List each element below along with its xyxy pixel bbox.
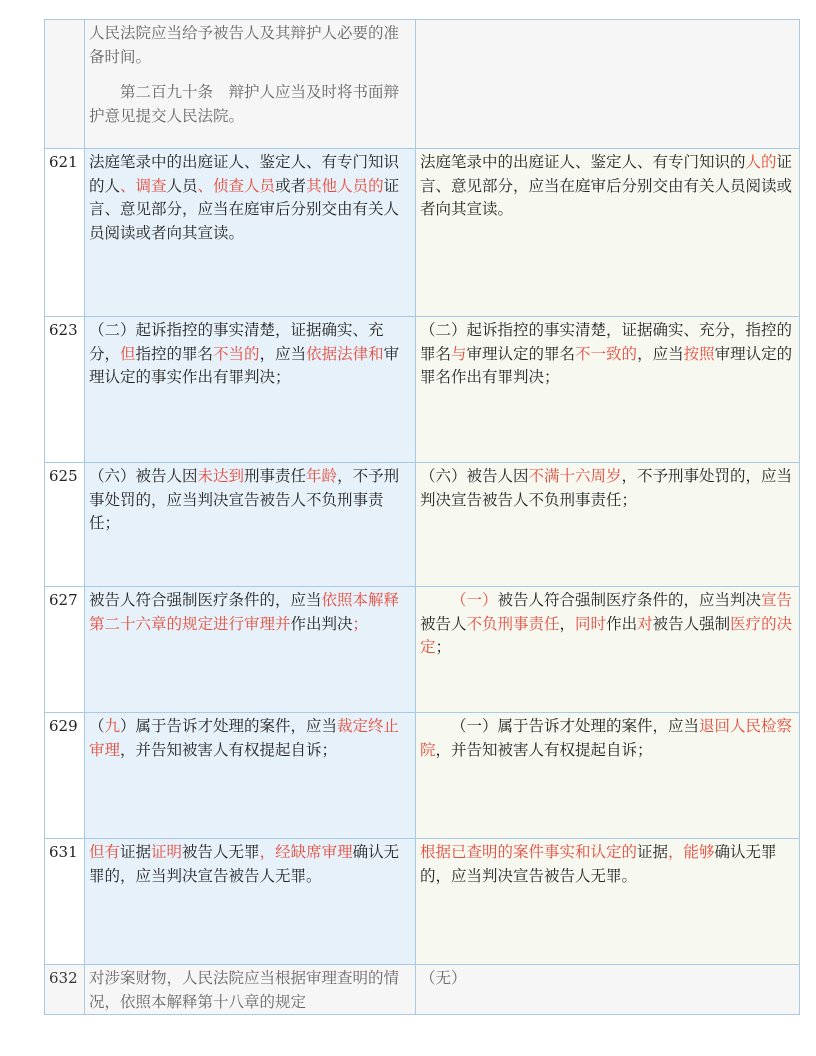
highlighted-text: ，能够 (668, 843, 715, 861)
text-segment: 审理认定的罪名 (466, 344, 576, 363)
row-number: 632 (45, 965, 85, 1015)
highlighted-text: 其他人员的 (306, 176, 384, 195)
text-segment: 证据 (120, 843, 152, 861)
highlighted-text: （一） (451, 591, 498, 609)
text-segment: 确认无罪的，应当判决宣告被告人无罪。 (89, 843, 400, 885)
row-number: 629 (45, 713, 85, 839)
highlighted-text: ； (352, 614, 369, 633)
highlighted-text: 依据法律和 (306, 344, 384, 363)
old-provision-cell (85, 965, 416, 1015)
text-segment: 刑事责任 (244, 467, 307, 485)
text-segment: 被告人 (420, 614, 467, 633)
text-segment: （二）起诉指控的事实清楚，证据确实、充分，指控的罪名 (420, 321, 793, 363)
new-provision-cell (416, 317, 800, 463)
row-number: 623 (45, 317, 85, 463)
new-provision-cell (416, 149, 800, 317)
highlighted-text: 未达到 (197, 467, 245, 485)
text-segment: 被告人符合强制医疗条件的，应当判决 (497, 591, 762, 609)
text-segment: 法庭笔录中的出庭证人、鉴定人、有专门知识的人 (89, 153, 400, 195)
row-number (45, 20, 85, 149)
text-segment: 被告人强制 (652, 614, 731, 633)
highlighted-text: 不当的 (213, 344, 260, 363)
text-segment: 指控的罪名 (135, 344, 214, 363)
highlighted-text: 人的 (745, 153, 777, 171)
text-segment: （一）属于告诉才处理的案件，应当 (451, 717, 700, 735)
table-row (45, 965, 800, 1015)
highlighted-text: 裁定终止审理 (89, 717, 400, 759)
text-segment: （二）起诉指控的事实清楚，证据确实、充分， (89, 321, 384, 363)
paragraph-gap (89, 69, 412, 81)
text-segment: ； (435, 638, 452, 656)
highlighted-text: 不满十六周岁 (528, 467, 622, 485)
new-provision-cell (416, 965, 800, 1015)
old-provision-cell (85, 317, 416, 463)
text-segment: 被告人符合强制医疗条件的，应当 (89, 591, 322, 609)
text-segment: ，并告知被害人有权提起自诉； (435, 740, 653, 759)
text-segment: （六）被告人因 (89, 467, 198, 485)
text-segment: 第二百九十条 辩护人应当及时将书面辩护意见提交人民法院。 (89, 83, 400, 125)
text-segment: 或者 (275, 176, 307, 195)
highlighted-text: 年龄 (306, 467, 338, 485)
old-provision-cell (85, 587, 416, 713)
new-provision-cell (416, 20, 800, 149)
highlighted-text: 九 (104, 717, 121, 735)
text-segment: 被告人无罪 (182, 843, 260, 861)
highlighted-text: 但有 (89, 843, 121, 861)
highlighted-text: 退回人民检察院 (420, 717, 793, 759)
highlighted-text: 不一致的 (575, 344, 638, 363)
table-row (45, 463, 800, 587)
text-segment: （ (89, 717, 105, 735)
highlighted-text: 医疗的决定 (420, 614, 793, 656)
highlighted-text: 不负刑事责任 (466, 614, 560, 633)
text-segment: ，并告知被害人有权提起自诉； (120, 740, 338, 759)
text-segment: （六）被告人因 (420, 467, 529, 485)
old-provision-cell (85, 20, 416, 149)
text-segment: 审理认定的罪名作出有罪判决； (420, 344, 793, 386)
new-provision-cell (416, 463, 800, 587)
highlighted-text: 对 (637, 614, 653, 633)
text-segment: ）属于告诉才处理的案件，应当 (120, 717, 338, 735)
highlighted-text: 宣告 (761, 591, 793, 609)
text-segment: 证据 (637, 843, 669, 861)
text-segment: 人员 (166, 176, 198, 195)
text-segment: ，不予刑事处罚的，应当判决宣告被告人不负刑事责任； (420, 467, 793, 509)
text-segment: 确认无罪的，应当判决宣告被告人无罪。 (420, 843, 777, 885)
row-number: 631 (45, 839, 85, 965)
text-segment: 对涉案财物，人民法院应当根据审理查明的情况，依照本解释第十八章的规定 (89, 969, 400, 1011)
new-provision-cell (416, 839, 800, 965)
row-number: 621 (45, 149, 85, 317)
text-segment: 作出 (606, 614, 638, 633)
highlighted-text: 、调查 (120, 176, 167, 195)
highlighted-text: ，经缺席审理 (259, 843, 353, 861)
highlighted-text: 、侦查人员 (197, 176, 276, 195)
table-row (45, 713, 800, 839)
comparison-table (44, 19, 800, 1015)
text-segment: 审理认定的事实作出有罪判决； (89, 344, 400, 386)
table-row (45, 20, 800, 149)
old-provision-cell (85, 463, 416, 587)
text-segment: ，应当 (637, 344, 684, 363)
old-provision-cell (85, 839, 416, 965)
row-number: 627 (45, 587, 85, 713)
highlighted-text: 按照 (683, 344, 715, 363)
text-segment: ，应当 (259, 344, 307, 363)
table-row (45, 839, 800, 965)
table-row (45, 149, 800, 317)
highlighted-text: 与 (451, 344, 467, 363)
comparison-table-body (45, 20, 800, 1015)
table-row (45, 317, 800, 463)
text-segment: 作出判决 (290, 614, 353, 633)
new-provision-cell (416, 587, 800, 713)
highlighted-text: 依照本解释第二十六章的规定进行审理并 (89, 591, 400, 633)
highlighted-text: 根据已查明的案件事实和认定的 (420, 843, 638, 861)
old-provision-cell (85, 713, 416, 839)
text-segment: ，不予刑事处罚的，应当判决宣告被告人不负刑事责任； (89, 467, 400, 532)
text-segment: （无） (420, 969, 467, 987)
new-provision-cell (416, 713, 800, 839)
highlighted-text: 同时 (575, 614, 607, 633)
text-segment: ， (559, 614, 576, 633)
highlighted-text: 但 (120, 344, 136, 363)
row-number: 625 (45, 463, 85, 587)
text-segment: 法庭笔录中的出庭证人、鉴定人、有专门知识的 (420, 153, 746, 171)
text-segment: 证言、意见部分，应当在庭审后分别交由有关人员阅读或者向其宣读。 (89, 176, 400, 242)
table-row (45, 587, 800, 713)
text-segment: 人民法院应当给予被告人及其辩护人必要的准备时间。 (89, 24, 400, 66)
text-segment: 证言、意见部分，应当在庭审后分别交由有关人员阅读或者向其宣读。 (420, 153, 793, 218)
highlighted-text: 证明 (151, 843, 183, 861)
old-provision-cell (85, 149, 416, 317)
